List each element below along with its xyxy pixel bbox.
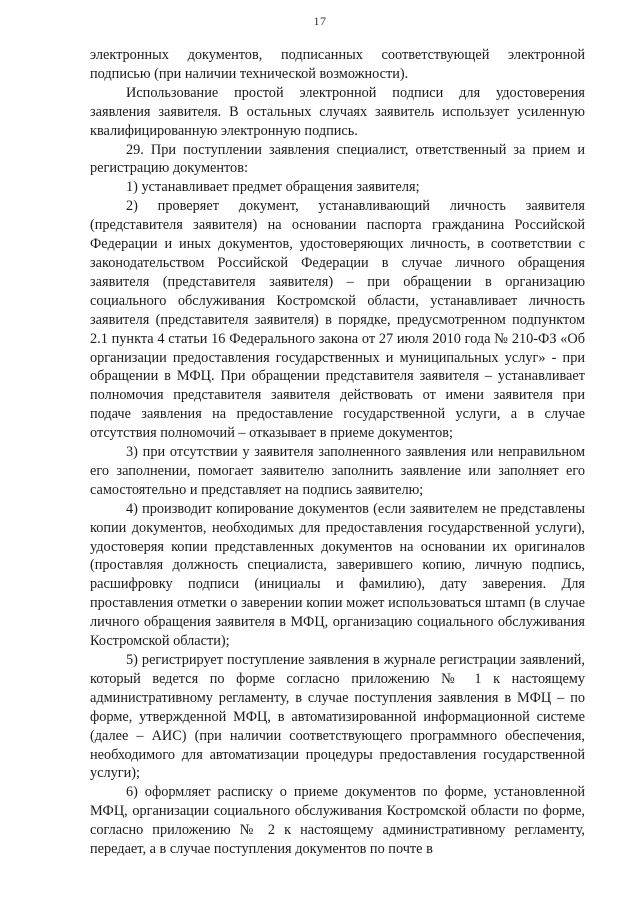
paragraph-continuation: электронных документов, подписанных соответствующей электронной подписью (при наличии технической возможности).	[90, 47, 585, 82]
paragraph-item-29: 29. При поступлении заявления специалист, ответственный за прием и регистрацию документов:	[90, 141, 585, 177]
paragraph-simple-signature: Использование простой электронной подписи для удостоверения заявления заявителя. В остальных случаях заявитель использует усиленную квалифицированную электронную подпись.	[90, 84, 585, 139]
list-item-1: 1) устанавливает предмет обращения заявителя;	[126, 179, 420, 196]
list-item-6: 6) оформляет расписку о приеме документов по форме, установленной МФЦ, организации социального обслуживания Костромской области по форме, согласно приложению № 2 к настоящему административному регламенту, передает, а в случае поступления документов по почте в	[90, 784, 585, 858]
document-body	[90, 46, 585, 859]
page-number: 17	[313, 14, 327, 28]
list-item-2: 2) проверяет документ, устанавливающий личность заявителя (представителя заявителя) на основании паспорта гражданина Российской Федерации и иных документов, удостоверяющих личность, в соответствии с законодательством Российской Федерации в случае личного обращения заявителя (представителя заявителя) – при обращении в организацию социального обслуживания Костромской области, устанавливает личность заявителя (представителя заявителя) в порядке, предусмотренном подпунктом 2.1 пункта 4 статьи 16 Федерального закона от 27 июля 2010 года № 210-ФЗ «Об организации предоставления государственных и муниципальных услуг» - при обращении в МФЦ. При обращении представителя заявителя – устанавливает полномочия представителя заявителя действовать от имени заявителя при подаче заявления на предоставление государственной услуги, а в случае отсутствия полномочий – отказывает в приеме документов;	[90, 198, 585, 442]
list-item-4: 4) производит копирование документов (если заявителем не представлены копии документов, необходимых для предоставления государственной услуги), удостоверяя копии представленных документов на основании их оригиналов (проставляя должность специалиста, заверившего копию, личную подпись, расшифровку подписи (инициалы и фамилию), дату заверения. Для проставления отметки о заверении копии может использоваться штамп (в случае личного обращения заявителя в МФЦ, организацию социального обслуживания Костромской области);	[90, 500, 585, 650]
list-item-5: 5) регистрирует поступление заявления в журнале регистрации заявлений, который ведется по форме согласно приложению № 1 к настоящему административному регламенту, в случае поступления заявления в МФЦ – по форме, утвержденной МФЦ, в автоматизированной информационной системе (далее – АИС) (при наличии соответствующего программного обеспечения, необходимого для автоматизации процедуры предоставления государственной услуги);	[90, 652, 585, 782]
list-item-3: 3) при отсутствии у заявителя заполненного заявления или неправильном его заполнении, помогает заявителю заполнить заявление или заполняет его самостоятельно и представляет на подпись заявителю;	[90, 444, 585, 498]
